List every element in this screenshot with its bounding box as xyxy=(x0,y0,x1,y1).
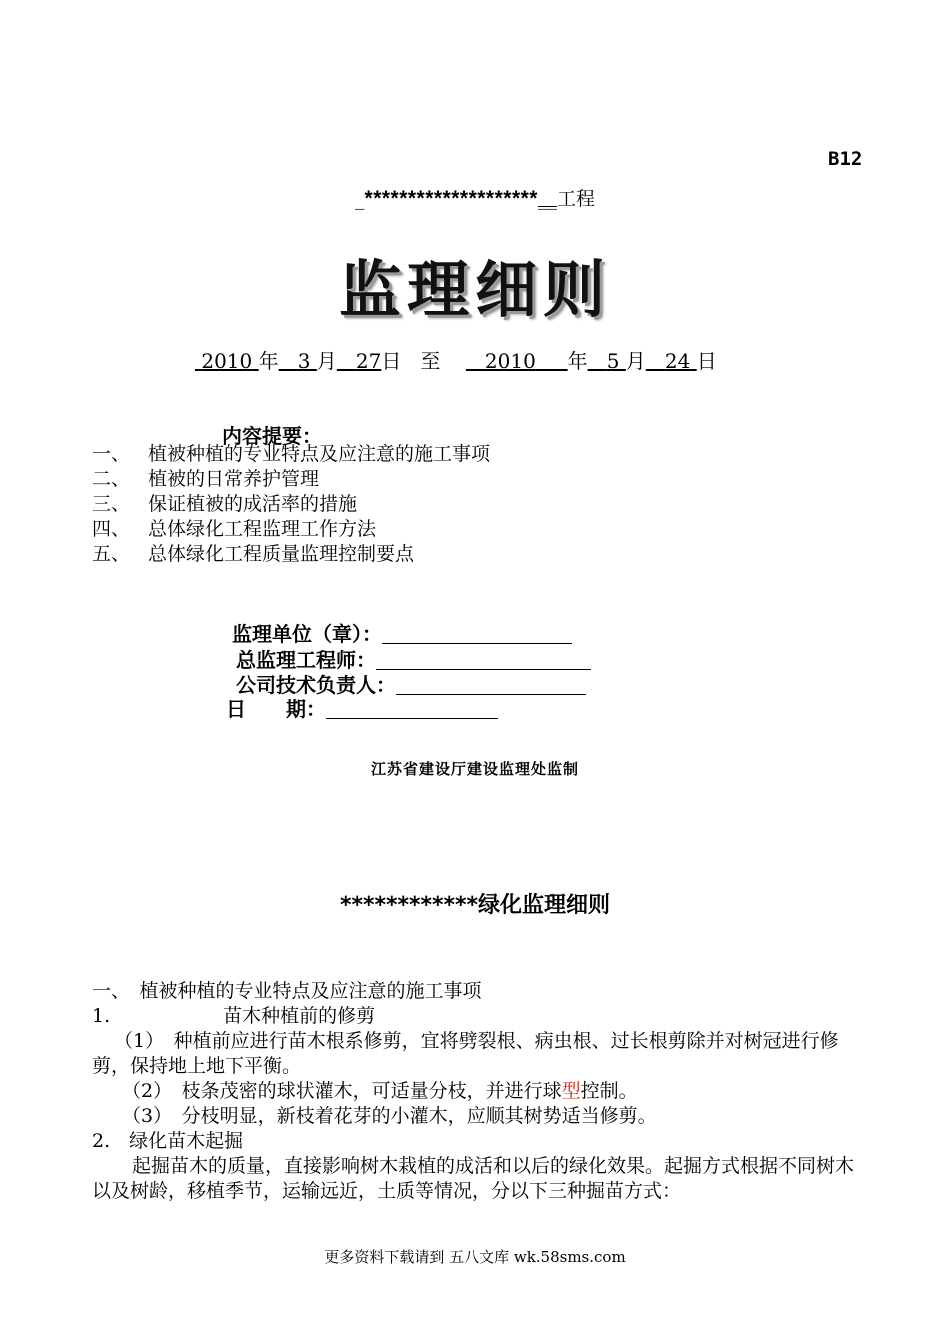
start-month: 3 xyxy=(297,349,311,373)
project-prefix: _ xyxy=(355,188,365,210)
day-label: 日 xyxy=(696,349,717,373)
body-paragraph: （1） 种植前应进行苗木根系修剪，宜将劈裂根、病虫根、过长根剪除并对树冠进行修剪，保持地上地下平衡。 xyxy=(92,1030,839,1077)
body-text xyxy=(92,979,860,1204)
start-day: 27 xyxy=(355,349,382,373)
project-suffix: 工程 xyxy=(556,188,595,210)
end-day: 24 xyxy=(664,349,691,373)
toc-item: 四、 总体绿化工程监理工作方法 xyxy=(92,518,377,540)
date-range xyxy=(195,345,717,374)
toc-item: 一、 植被种植的专业特点及应注意的施工事项 xyxy=(92,443,491,465)
sign-blank xyxy=(376,649,591,670)
body-heading-3: 2. 绿化苗木起掘 xyxy=(92,1130,244,1152)
sign-blank xyxy=(396,674,586,695)
body-heading-2: 1. 苗木种植前的修剪 xyxy=(92,1005,376,1027)
sign-blank xyxy=(326,698,498,719)
to-label: 至 xyxy=(420,349,441,373)
body-paragraph: 起掘苗木的质量，直接影响树木栽植的成活和以后的绿化效果。起掘方式根据不同树木以及树龄，移植季节，运输远近，土质等情况，分以下三种掘苗方式： xyxy=(92,1155,855,1202)
body-paragraph: （2） 枝条茂密的球状灌木，可适量分枝，并进行球型控制。 xyxy=(122,1080,638,1102)
section-title: ************绿化监理细则 xyxy=(339,893,611,918)
body-heading-1: 一、 植被种植的专业特点及应注意的施工事项 xyxy=(92,980,482,1002)
toc-item: 二、 植被的日常养护管理 xyxy=(92,468,320,490)
sign-tech-lead: 公司技术负责人： xyxy=(236,669,586,698)
toc-title: 内容提要： xyxy=(222,424,322,448)
toc-item: 五、 总体绿化工程质量监理控制要点 xyxy=(92,543,415,565)
highlight-text: 型 xyxy=(561,1080,581,1102)
month-label: 月 xyxy=(316,349,337,373)
end-year: 2010 xyxy=(484,349,536,373)
issuer-note: 江苏省建设厅建设监理处监制 xyxy=(370,760,579,778)
document-code: B12 xyxy=(828,148,863,170)
toc-list xyxy=(92,442,490,567)
month-label: 月 xyxy=(625,349,646,373)
footer-link[interactable]: 更多资料下载请到 五八文库 wk.58sms.com xyxy=(324,1248,626,1266)
year-label: 年 xyxy=(567,349,588,373)
sign-chief-engineer: 总监理工程师： xyxy=(236,644,591,673)
year-label: 年 xyxy=(258,349,279,373)
project-underline: __ xyxy=(537,188,557,210)
sign-unit: 监理单位（章）： xyxy=(232,618,572,647)
toc-item: 三、 保证植被的成活率的措施 xyxy=(92,493,358,515)
project-name-line xyxy=(0,184,950,211)
body-paragraph: （3） 分枝明显，新枝着花芽的小灌木，应顺其树势适当修剪。 xyxy=(122,1105,657,1127)
day-label: 日 xyxy=(381,349,402,373)
document-title: 监理细则 xyxy=(338,253,611,326)
end-month: 5 xyxy=(606,349,620,373)
project-name: ******************** xyxy=(364,187,538,210)
start-year: 2010 xyxy=(201,349,253,373)
sign-blank xyxy=(382,623,572,644)
sign-date: 日 期： xyxy=(226,693,498,722)
